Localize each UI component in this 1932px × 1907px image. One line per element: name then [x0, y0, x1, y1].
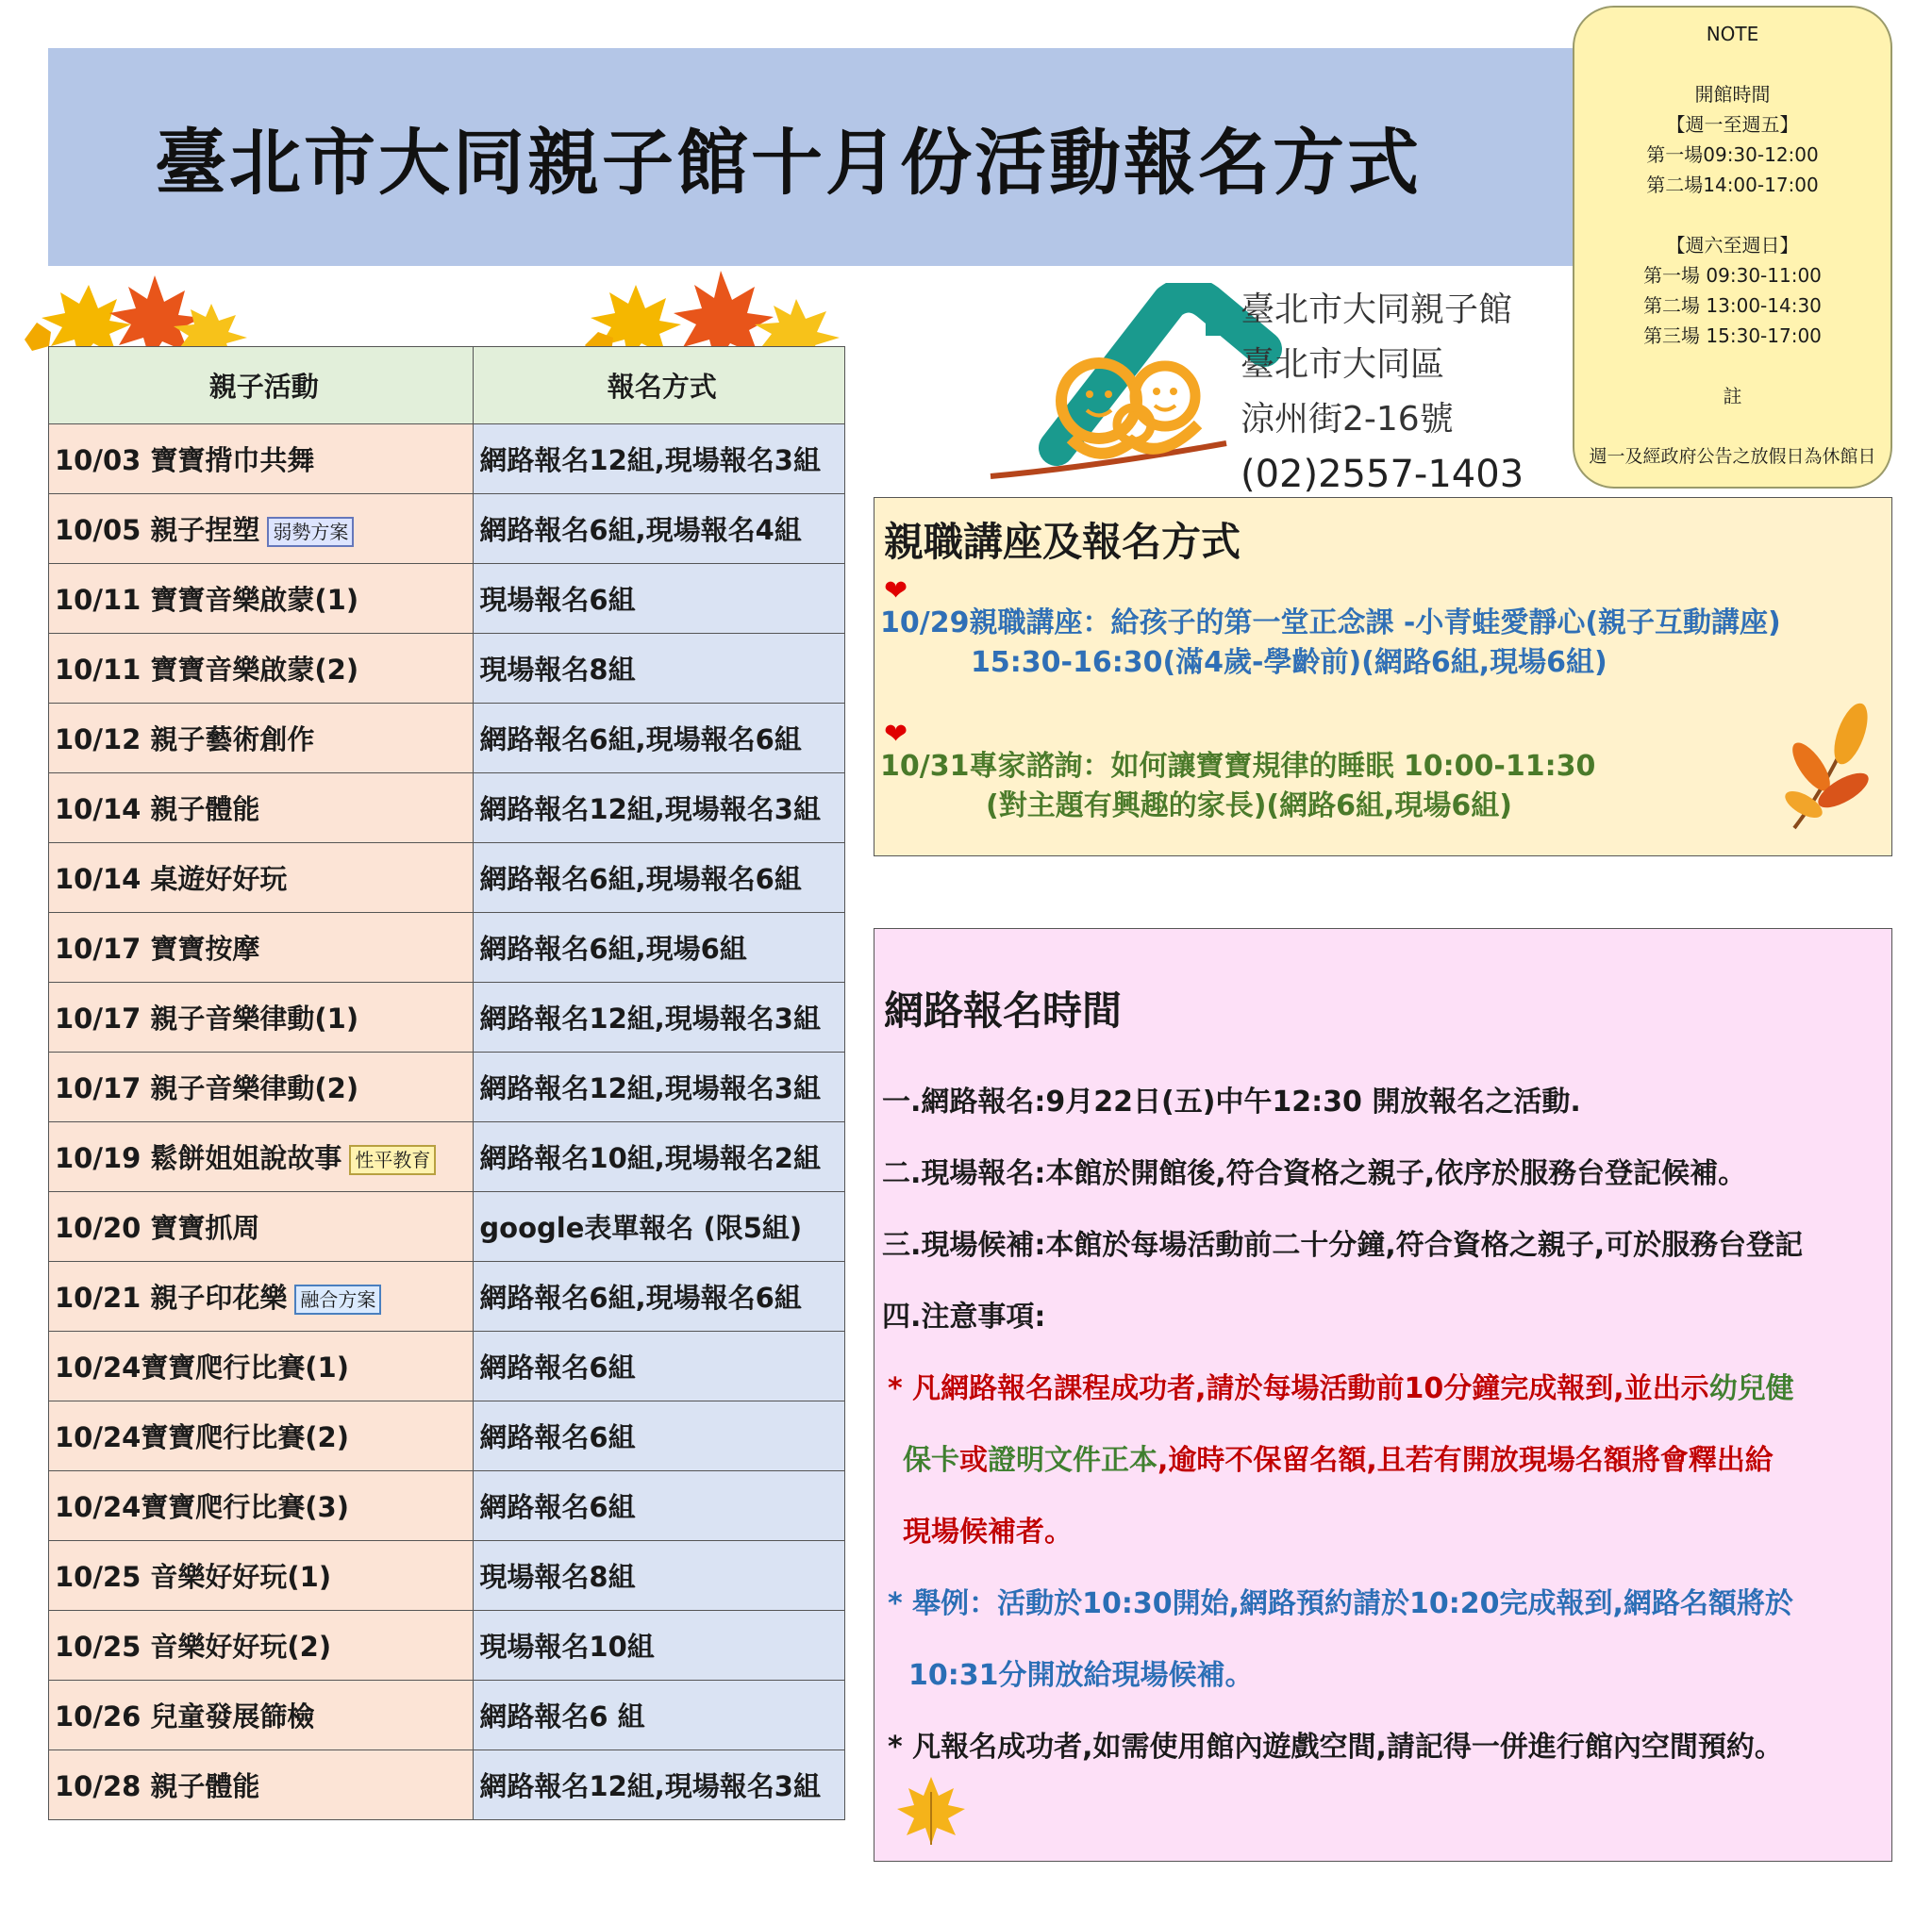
- activity-label: 10/17 寶寶按摩: [55, 933, 260, 965]
- activity-cell: [49, 634, 474, 704]
- program-tag-badge: 弱勢方案: [267, 517, 354, 547]
- register-cell: 網路報名6組,現場報名4組: [474, 494, 845, 564]
- activity-cell: [49, 1262, 474, 1332]
- activity-label: 10/12 親子藝術創作: [55, 723, 315, 755]
- autumn-leaf-branch-icon: [1775, 701, 1879, 833]
- table-row: [49, 1471, 845, 1541]
- header-register: 報名方式: [474, 347, 845, 424]
- online-line-1: 一.網路報名:9月22日(五)中午12:30 開放報名之活動.: [882, 1086, 1581, 1119]
- org-name: 臺北市大同親子館: [1241, 290, 1513, 329]
- note-box: [1573, 6, 1892, 489]
- register-cell: 網路報名6組,現場報名6組: [474, 1262, 845, 1332]
- table-row: [49, 1611, 845, 1681]
- activity-cell: [49, 983, 474, 1053]
- table-row: [49, 1681, 845, 1750]
- register-cell: 網路報名12組,現場報名3組: [474, 1053, 845, 1122]
- register-cell: 網路報名10組,現場報名2組: [474, 1122, 845, 1192]
- activity-cell: [49, 1681, 474, 1750]
- lecture-section: [874, 497, 1892, 856]
- activity-label: 10/24寶寶爬行比賽(3): [55, 1491, 349, 1523]
- activity-cell: [49, 1611, 474, 1681]
- register-cell: 網路報名6組: [474, 1471, 845, 1541]
- table-row: [49, 843, 845, 913]
- activity-label: 10/11 寶寶音樂啟蒙(1): [55, 584, 359, 616]
- online-heading: 網路報名時間: [884, 987, 1123, 1034]
- program-tag-badge: 融合方案: [294, 1285, 381, 1315]
- lecture-item-1-line-2: 15:30-16:30(滿4歲-學齡前)(網路6組,現場6組): [971, 646, 1607, 679]
- page-title: 臺北市大同親子館十月份活動報名方式: [155, 121, 1422, 205]
- register-cell: 網路報名12組,現場報名3組: [474, 773, 845, 843]
- register-cell: 網路報名6組,現場報名6組: [474, 704, 845, 773]
- activity-cell: [49, 1541, 474, 1611]
- online-line-2: 二.現場報名:本館於開館後,符合資格之親子,依序於服務台登記候補。: [882, 1157, 1747, 1190]
- logo-chimney: [1206, 298, 1226, 336]
- online-note-2-line-2: 10:31分開放給現場候補。: [908, 1659, 1254, 1692]
- activity-label: 10/28 親子體能: [55, 1770, 260, 1802]
- register-cell: 網路報名6組: [474, 1401, 845, 1471]
- heart-icon: ❤: [884, 718, 908, 751]
- note-weekday-session-2: 第二場14:00-17:00: [1646, 174, 1819, 196]
- activity-table: [48, 346, 845, 1820]
- table-row: [49, 564, 845, 634]
- register-cell: 網路報名6 組: [474, 1681, 845, 1750]
- lecture-item-2-line-2: (對主題有興趣的家長)(網路6組,現場6組): [986, 789, 1512, 822]
- lecture-item-1-line-1: 10/29親職講座：給孩子的第一堂正念課 -小青蛙愛靜心(親子互動講座): [880, 606, 1781, 639]
- online-line-4: 四.注意事項:: [882, 1301, 1046, 1334]
- online-note-1-line-3: 現場候補者。: [903, 1516, 1073, 1549]
- activity-cell: [49, 424, 474, 494]
- table-row: [49, 494, 845, 564]
- activity-cell: [49, 843, 474, 913]
- table-row: [49, 1541, 845, 1611]
- online-note-1-line-2: 保卡或證明文件正本,逾時不保留名額,且若有開放現場名額將會釋出給: [903, 1444, 1774, 1477]
- org-district: 臺北市大同區: [1241, 345, 1445, 384]
- activity-cell: [49, 1471, 474, 1541]
- heart-icon: ❤: [884, 574, 908, 607]
- activity-label: 10/17 親子音樂律動(1): [55, 1003, 359, 1035]
- table-header-row: [49, 347, 845, 424]
- activity-label: 10/05 親子捏塑: [55, 514, 260, 546]
- header-activity: 親子活動: [49, 347, 474, 424]
- note-heading: NOTE: [1706, 23, 1759, 45]
- activity-label: 10/21 親子印花樂: [55, 1282, 288, 1314]
- activity-cell: [49, 773, 474, 843]
- table-row: [49, 1192, 845, 1262]
- maple-leaf-icon: [893, 1773, 969, 1849]
- register-cell: 網路報名12組,現場報名3組: [474, 983, 845, 1053]
- table-row: [49, 1401, 845, 1471]
- activity-cell: [49, 1053, 474, 1122]
- table-row: [49, 704, 845, 773]
- table-row: [49, 634, 845, 704]
- register-cell: 網路報名6組,現場報名6組: [474, 843, 845, 913]
- table-row: [49, 1122, 845, 1192]
- title-banner: [48, 48, 1575, 266]
- activity-cell: [49, 704, 474, 773]
- activity-cell: [49, 564, 474, 634]
- note-hours-label: 開館時間: [1694, 83, 1771, 106]
- online-note-1-line-1: * 凡網路報名課程成功者,請於每場活動前10分鐘完成報到,並出示幼兒健: [888, 1372, 1794, 1405]
- table-row: [49, 1053, 845, 1122]
- note-weekend-session-1: 第一場 09:30-11:00: [1643, 264, 1822, 287]
- activity-cell: [49, 1192, 474, 1262]
- register-cell: 網路報名6組: [474, 1332, 845, 1401]
- table-row: [49, 773, 845, 843]
- program-tag-badge: 性平教育: [349, 1145, 436, 1175]
- activity-label: 10/24寶寶爬行比賽(2): [55, 1421, 349, 1453]
- activity-label: 10/14 桌遊好好玩: [55, 863, 288, 895]
- activity-label: 10/19 鬆餅姐姐說故事: [55, 1142, 342, 1174]
- activity-label: 10/25 音樂好好玩(1): [55, 1561, 332, 1593]
- register-cell: 現場報名8組: [474, 1541, 845, 1611]
- note-remark: 週一及經政府公告之放假日為休館日: [1589, 446, 1876, 467]
- activity-cell: [49, 1750, 474, 1820]
- online-registration-section: [874, 928, 1892, 1862]
- table-row: [49, 983, 845, 1053]
- activity-label: 10/11 寶寶音樂啟蒙(2): [55, 654, 359, 686]
- org-info: [1241, 283, 1524, 502]
- online-note-3: * 凡報名成功者,如需使用館內遊戲空間,請記得一併進行館內空間預約。: [888, 1731, 1783, 1764]
- activity-cell: [49, 1401, 474, 1471]
- activity-cell: [49, 913, 474, 983]
- table-row: [49, 1332, 845, 1401]
- activity-label: 10/03 寶寶揹巾共舞: [55, 444, 315, 476]
- note-weekend-label: 【週六至週日】: [1666, 234, 1799, 257]
- activity-label: 10/24寶寶爬行比賽(1): [55, 1351, 349, 1384]
- activity-cell: [49, 494, 474, 564]
- activity-cell: [49, 1122, 474, 1192]
- org-street: 涼州街2-16號: [1241, 400, 1454, 439]
- note-weekend-session-3: 第三場 15:30-17:00: [1643, 324, 1822, 347]
- register-cell: 現場報名8組: [474, 634, 845, 704]
- org-phone: (02)2557-1403: [1241, 453, 1524, 496]
- table-row: [49, 424, 845, 494]
- note-weekend-session-2: 第二場 13:00-14:30: [1643, 294, 1822, 317]
- register-cell: 網路報名12組,現場報名3組: [474, 1750, 845, 1820]
- table-row: [49, 913, 845, 983]
- note-weekday-label: 【週一至週五】: [1666, 113, 1799, 136]
- activity-cell: [49, 1332, 474, 1401]
- note-remark-label: 註: [1723, 385, 1742, 407]
- table-row: [49, 1262, 845, 1332]
- lecture-heading: 親職講座及報名方式: [884, 519, 1241, 565]
- table-row: [49, 1750, 845, 1820]
- register-cell: 網路報名6組,現場6組: [474, 913, 845, 983]
- register-cell: 現場報名6組: [474, 564, 845, 634]
- activity-label: 10/26 兒童發展篩檢: [55, 1700, 315, 1733]
- lecture-item-2-line-1: 10/31專家諮詢：如何讓寶寶規律的睡眠 10:00-11:30: [880, 750, 1596, 783]
- activity-label: 10/25 音樂好好玩(2): [55, 1631, 332, 1663]
- online-line-3: 三.現場候補:本館於每場活動前二十分鐘,符合資格之親子,可於服務台登記: [882, 1229, 1804, 1262]
- activity-label: 10/20 寶寶抓周: [55, 1212, 260, 1244]
- register-cell: google表單報名 (限5組): [474, 1192, 845, 1262]
- register-cell: 現場報名10組: [474, 1611, 845, 1681]
- register-cell: 網路報名12組,現場報名3組: [474, 424, 845, 494]
- activity-label: 10/17 親子音樂律動(2): [55, 1072, 359, 1104]
- activity-label: 10/14 親子體能: [55, 793, 260, 825]
- online-note-2-line-1: * 舉例：活動於10:30開始,網路預約請於10:20完成報到,網路名額將於: [888, 1587, 1793, 1620]
- note-weekday-session-1: 第一場09:30-12:00: [1646, 143, 1819, 166]
